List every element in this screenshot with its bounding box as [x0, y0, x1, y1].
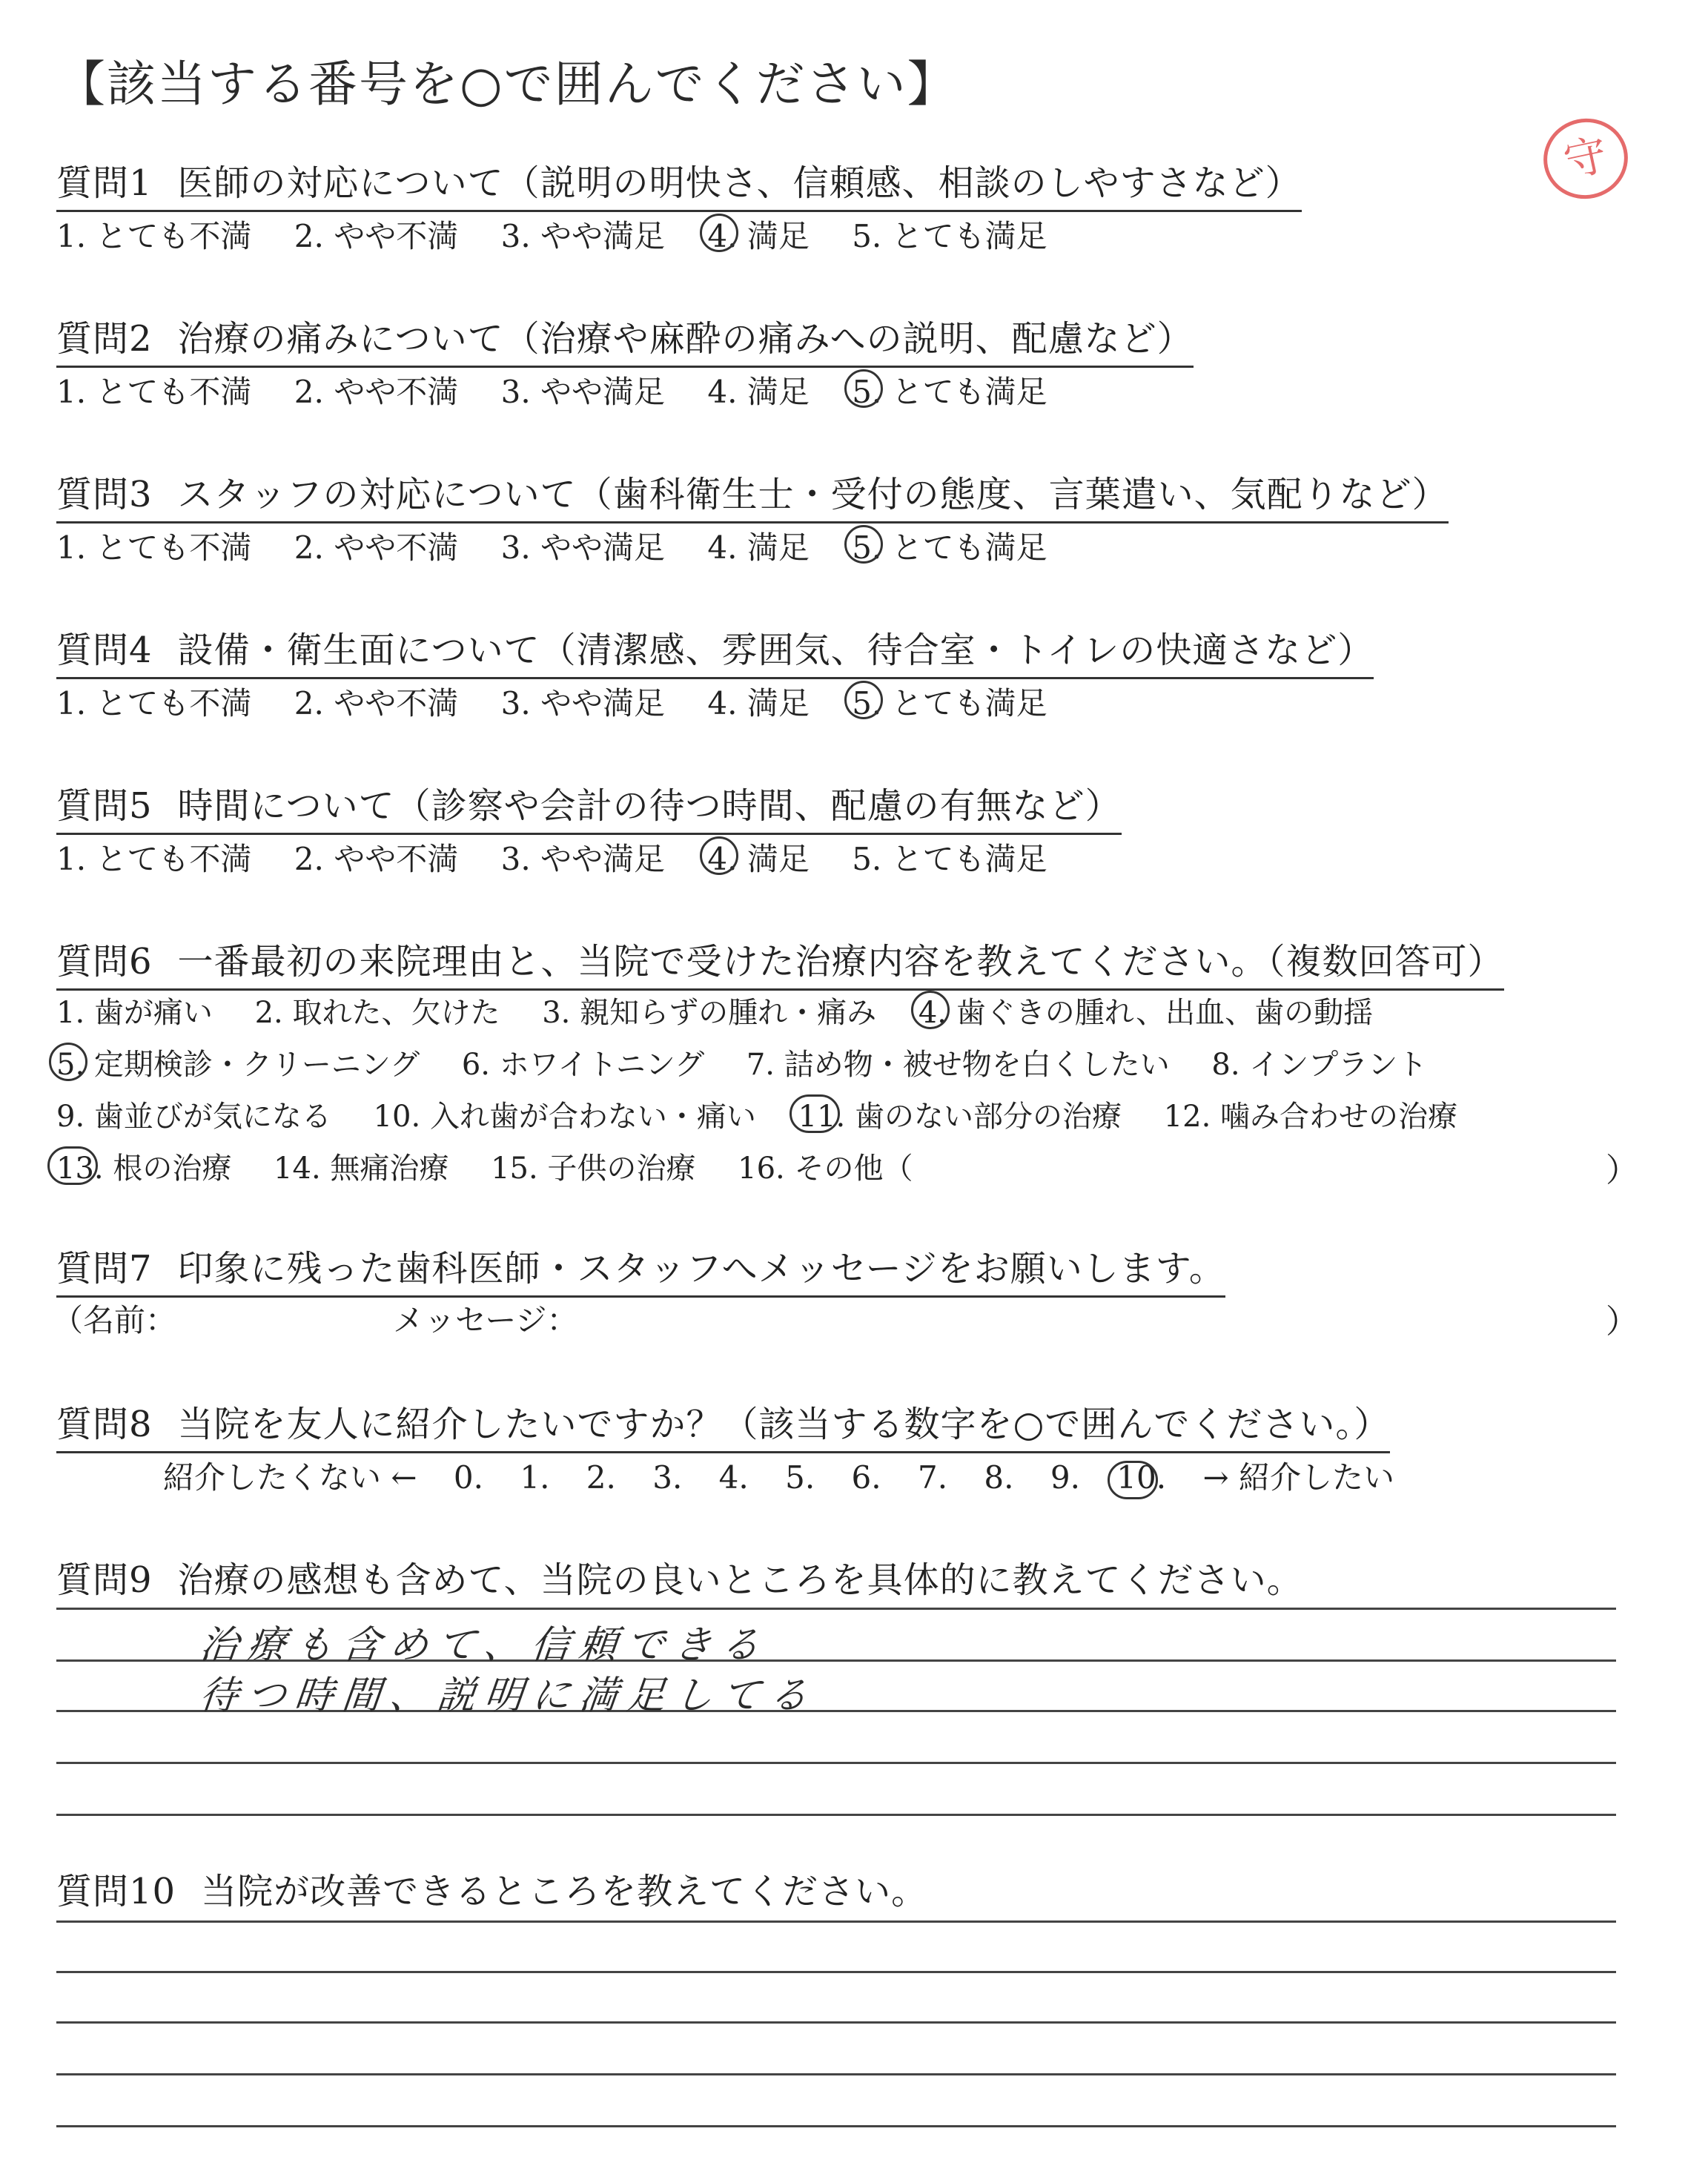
- question-number: 質問4: [56, 630, 153, 671]
- option-6[interactable]: 6. ホワイトニング: [461, 1048, 705, 1082]
- option-5[interactable]: 5. とても満足: [852, 218, 1047, 254]
- question-text: 治療の痛みについて（治療や麻酔の痛みへの説明、配慮など）: [177, 318, 1194, 360]
- scale-2[interactable]: 2.: [586, 1459, 616, 1496]
- option-3[interactable]: 3. やや満足: [500, 529, 666, 566]
- option-2[interactable]: 2. やや不満: [294, 374, 459, 410]
- option-14[interactable]: 14. 無痛治療: [274, 1152, 449, 1186]
- option-16[interactable]: 16. その他（: [738, 1152, 913, 1186]
- option-1[interactable]: 1. とても不満: [56, 685, 252, 721]
- form-header: 【該当する番号を○で囲んでください】: [56, 56, 958, 113]
- question-1-options: [56, 212, 1080, 257]
- question-4-title: [56, 621, 1374, 679]
- option-5-circled[interactable]: 5. 定期検診・クリーニング: [56, 1041, 420, 1083]
- question-number: 質問8: [56, 1404, 153, 1445]
- question-9-title: [56, 1551, 1303, 1607]
- question-6-title: [56, 933, 1504, 991]
- question-text: 設備・衛生面について（清潔感、雰囲気、待合室・トイレの快適さなど）: [177, 630, 1374, 671]
- question-text: 印象に残った歯科医師・スタッフへメッセージをお願いします。: [177, 1248, 1225, 1289]
- option-3[interactable]: 3. やや満足: [500, 218, 666, 254]
- option-5-circled[interactable]: 5. とても満足: [852, 368, 1047, 412]
- other-close-paren: ）: [1606, 1152, 1638, 1189]
- option-1[interactable]: 1. とても不満: [56, 529, 252, 566]
- option-2[interactable]: 2. やや不満: [294, 841, 459, 877]
- question-number: 質問3: [56, 474, 153, 515]
- answer-line: [56, 2125, 1616, 2127]
- question-6-options-row-4: [56, 1145, 945, 1187]
- recommend-scale: [163, 1453, 1421, 1498]
- question-4-options: [56, 679, 1080, 724]
- scale-4[interactable]: 4.: [718, 1459, 749, 1496]
- seal-stamp: 守: [1536, 110, 1635, 206]
- message-close-paren: ）: [1606, 1303, 1638, 1341]
- option-12[interactable]: 12. 噛み合わせの治療: [1163, 1100, 1458, 1134]
- scale-left-label: 紹介したくない ←: [163, 1459, 417, 1496]
- scale-7[interactable]: 7.: [917, 1459, 948, 1496]
- option-3[interactable]: 3. やや満足: [500, 841, 666, 877]
- option-2[interactable]: 2. 取れた、欠けた: [254, 996, 500, 1030]
- scale-5[interactable]: 5.: [785, 1459, 815, 1496]
- handwritten-answer-line-1: 治療も含めて、信頼できる: [197, 1623, 771, 1668]
- answer-line: [56, 1971, 1616, 1973]
- question-6-options-row-2: [56, 1041, 1460, 1083]
- option-3[interactable]: 3. やや満足: [500, 374, 666, 410]
- option-1[interactable]: 1. とても不満: [56, 841, 252, 877]
- message-label: メッセージ：: [393, 1302, 578, 1338]
- option-7[interactable]: 7. 詰め物・被せ物を白くしたい: [746, 1048, 1170, 1082]
- question-number: 質問10: [56, 1871, 176, 1912]
- question-8-title: [56, 1396, 1390, 1453]
- option-4-circled[interactable]: 4. 歯ぐきの腫れ、出血、歯の動揺: [918, 989, 1373, 1031]
- scale-10-circled[interactable]: 10.: [1116, 1459, 1167, 1496]
- question-2-options: [56, 368, 1080, 412]
- answer-line: [56, 2073, 1616, 2075]
- option-15[interactable]: 15. 子供の治療: [491, 1152, 696, 1186]
- option-1[interactable]: 1. とても不満: [56, 374, 252, 410]
- question-number: 質問6: [56, 941, 153, 982]
- question-text: スタッフの対応について（歯科衛生士・受付の態度、言葉遣い、気配りなど）: [177, 474, 1449, 515]
- scale-9[interactable]: 9.: [1050, 1459, 1080, 1496]
- question-number: 質問5: [56, 785, 153, 827]
- question-number: 質問9: [56, 1559, 153, 1601]
- question-number: 質問2: [56, 318, 153, 360]
- question-text: 治療の感想も含めて、当院の良いところを具体的に教えてください。: [177, 1559, 1303, 1601]
- question-7-title: [56, 1240, 1225, 1298]
- question-10-title: [56, 1863, 927, 1918]
- option-4[interactable]: 4. 満足: [707, 374, 810, 410]
- question-3-options: [56, 524, 1080, 568]
- answer-line: [56, 1762, 1616, 1764]
- question-6-options-row-1: [56, 989, 1406, 1031]
- option-5-circled[interactable]: 5. とても満足: [852, 679, 1047, 724]
- question-3-title: [56, 466, 1449, 524]
- answer-line: [56, 1920, 1616, 1923]
- option-2[interactable]: 2. やや不満: [294, 529, 459, 566]
- option-1[interactable]: 1. 歯が痛い: [56, 996, 213, 1030]
- question-5-title: [56, 777, 1122, 835]
- scale-right-label: → 紹介したい: [1202, 1459, 1394, 1496]
- scale-0[interactable]: 0.: [453, 1459, 483, 1496]
- question-1-title: [56, 154, 1302, 212]
- question-text: 当院が改善できるところを教えてください。: [201, 1871, 928, 1912]
- option-13-circled[interactable]: 13. 根の治療: [56, 1145, 231, 1187]
- name-label: （名前：: [52, 1302, 177, 1338]
- option-10[interactable]: 10. 入れ歯が合わない・痛い: [373, 1100, 756, 1134]
- option-5[interactable]: 5. とても満足: [852, 841, 1047, 877]
- option-4-circled[interactable]: 4. 満足: [707, 212, 809, 257]
- option-8[interactable]: 8. インプラント: [1211, 1048, 1428, 1082]
- option-2[interactable]: 2. やや不満: [294, 218, 459, 254]
- option-4[interactable]: 4. 満足: [707, 529, 810, 566]
- option-1[interactable]: 1. とても不満: [56, 218, 252, 254]
- option-9[interactable]: 9. 歯並びが気になる: [56, 1100, 331, 1134]
- scale-8[interactable]: 8.: [984, 1459, 1014, 1496]
- question-text: 医師の対応について（説明の明快さ、信頼感、相談のしやすさなど）: [177, 162, 1302, 204]
- question-text: 当院を友人に紹介したいですか？（該当する数字を○で囲んでください。）: [177, 1404, 1391, 1445]
- question-5-options: [56, 835, 1080, 879]
- answer-line: [56, 2021, 1616, 2024]
- scale-3[interactable]: 3.: [652, 1459, 683, 1496]
- handwritten-answer-line-2: 待つ時間、説明に満足してる: [197, 1674, 819, 1718]
- scale-1[interactable]: 1.: [520, 1459, 550, 1496]
- question-text: 一番最初の来院理由と、当院で受けた治療内容を教えてください。（複数回答可）: [177, 941, 1504, 982]
- option-11-circled[interactable]: 11. 歯のない部分の治療: [798, 1093, 1122, 1135]
- option-2[interactable]: 2. やや不満: [294, 685, 459, 721]
- question-6-options-row-3: [56, 1093, 1490, 1135]
- question-number: 質問7: [56, 1248, 153, 1289]
- option-4-circled[interactable]: 4. 満足: [707, 835, 809, 879]
- option-3[interactable]: 3. 親知らずの腫れ・痛み: [542, 996, 877, 1030]
- scale-6[interactable]: 6.: [851, 1459, 881, 1496]
- option-4[interactable]: 4. 満足: [707, 685, 810, 721]
- answer-line: [56, 1608, 1616, 1610]
- option-3[interactable]: 3. やや満足: [500, 685, 666, 721]
- option-5-circled[interactable]: 5. とても満足: [852, 524, 1047, 568]
- question-2-title: [56, 310, 1194, 368]
- question-number: 質問1: [56, 162, 153, 204]
- question-text: 時間について（診察や会計の待つ時間、配慮の有無など）: [177, 785, 1122, 827]
- answer-line: [56, 1814, 1616, 1816]
